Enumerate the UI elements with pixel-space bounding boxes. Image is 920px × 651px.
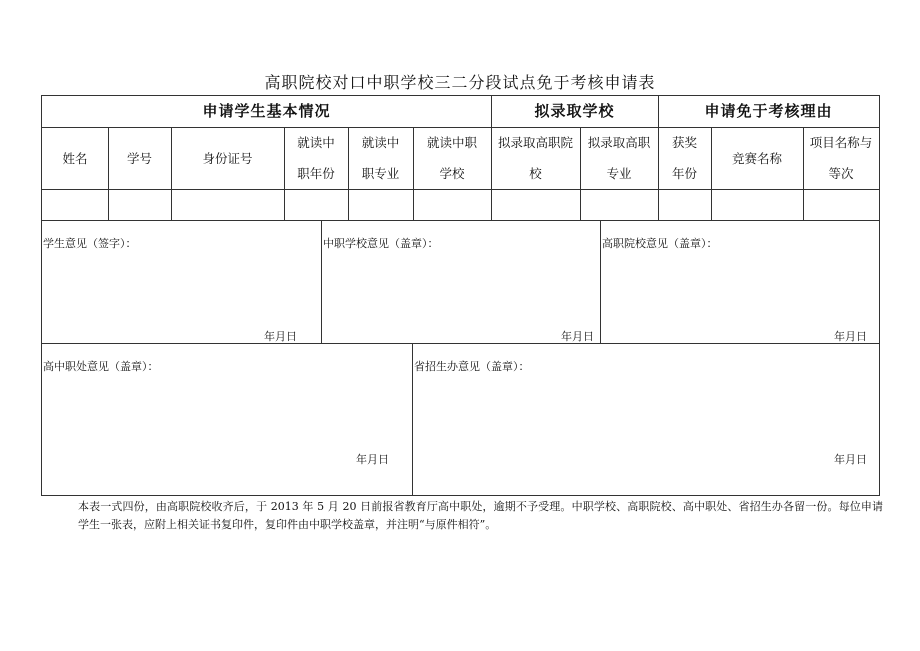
row-divider bbox=[42, 343, 879, 344]
admissions-date-label: 年月日 bbox=[834, 453, 867, 466]
office-opinion-label: 高中职处意见（盖章）： bbox=[43, 360, 159, 373]
col-header-enroll-year: 就读中 职年份 bbox=[297, 135, 335, 181]
student-opinion-label: 学生意见（签字）： bbox=[43, 237, 137, 250]
col-header-target-major: 拟录取高职 专业 bbox=[587, 135, 651, 181]
col-header-id-card: 身份证号 bbox=[202, 150, 253, 166]
secondary-school-date-label: 年月日 bbox=[561, 330, 594, 343]
col-header-contest-name: 竞赛名称 bbox=[731, 150, 782, 166]
col-divider bbox=[412, 343, 413, 495]
col-header-school: 就读中职 学校 bbox=[426, 135, 477, 181]
section-exemption-reason: 申请免于考核理由 bbox=[704, 102, 833, 120]
row-divider bbox=[42, 220, 879, 221]
col-header-name: 姓名 bbox=[62, 150, 88, 166]
secondary-school-opinion-label: 中职学校意见（盖章）： bbox=[323, 237, 439, 250]
col-header-award-year: 获奖 年份 bbox=[671, 135, 697, 181]
section-target-school: 拟录取学校 bbox=[534, 102, 615, 120]
col-divider bbox=[600, 220, 601, 343]
admissions-opinion-label: 省招生办意见（盖章）： bbox=[414, 360, 530, 373]
col-header-major: 就读中 职专业 bbox=[361, 135, 400, 181]
student-date-label: 年月日 bbox=[264, 330, 297, 343]
row-divider bbox=[42, 189, 879, 190]
section-basic-info: 申请学生基本情况 bbox=[202, 102, 331, 120]
application-form-table bbox=[41, 95, 880, 496]
college-opinion-label: 高职院校意见（盖章）： bbox=[602, 237, 718, 250]
col-header-student-id: 学号 bbox=[126, 150, 152, 166]
footnote: 本表一式四份，由高职院校收齐后，于 2013 年 5 月 20 日前报省教育厅高中职处，逾期不予受理。中职学校、高职院校、高中职处、省招生办各留一份。每位申请学生一张表，应附上相关证书复印件，复印件由中职学校盖章，并注明“与原件相符”。 bbox=[78, 500, 883, 531]
col-header-target-college: 拟录取高职院 校 bbox=[497, 135, 573, 181]
col-header-project-rank: 项目名称与 等次 bbox=[809, 135, 873, 181]
col-divider bbox=[321, 220, 322, 343]
office-date-label: 年月日 bbox=[356, 453, 389, 466]
college-date-label: 年月日 bbox=[834, 330, 867, 343]
form-title: 高职院校对口中职学校三二分段试点免于考核申请表 bbox=[264, 73, 656, 92]
